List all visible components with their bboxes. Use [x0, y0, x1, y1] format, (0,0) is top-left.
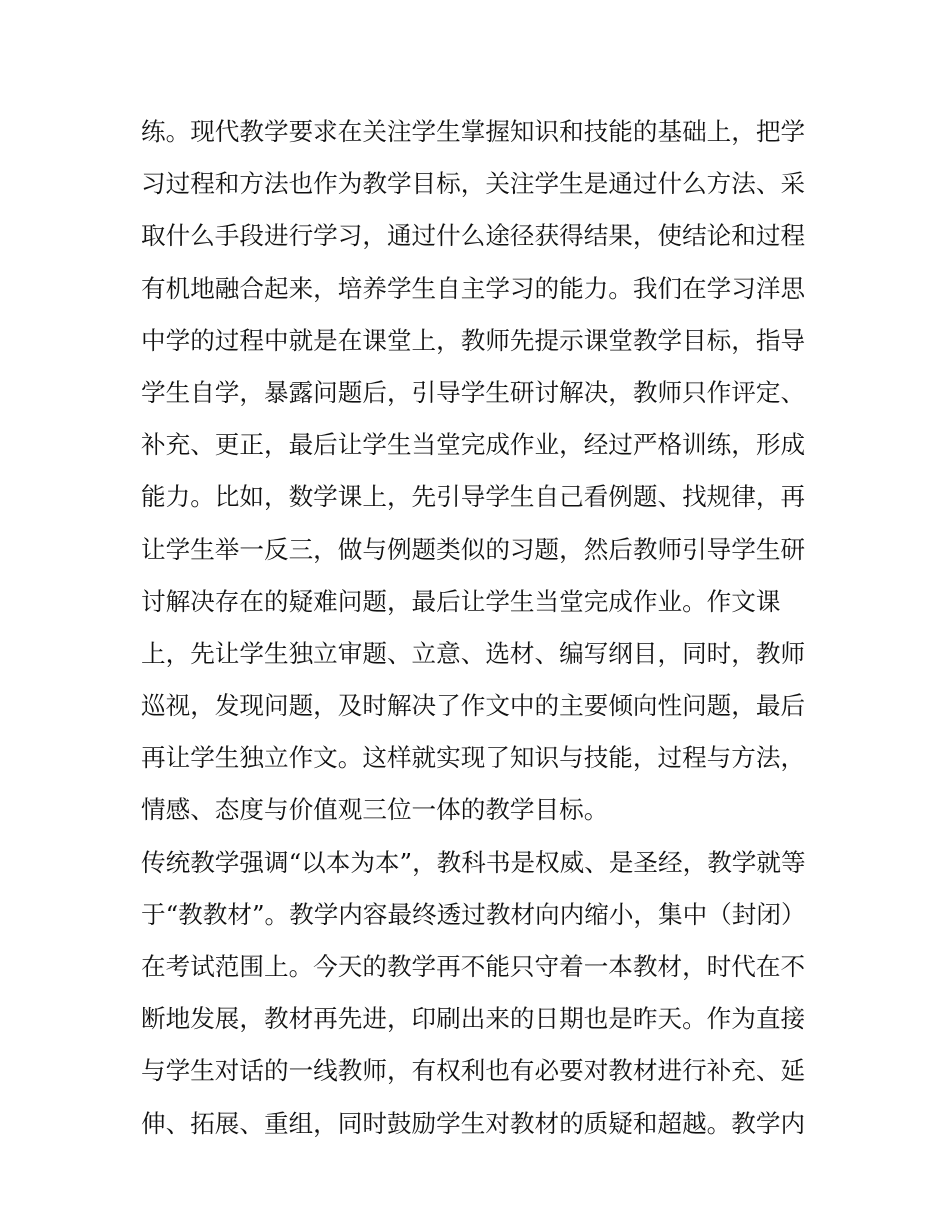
text-line: 于“教教材”。教学内容最终透过教材向内缩小，集中（封闭）: [141, 899, 806, 929]
text-line: 练。现代教学要求在关注学生掌握知识和技能的基础上，把学: [141, 117, 806, 146]
text-line: 在考试范围上。今天的教学再不能只守着一本教材，时代在不: [141, 952, 806, 981]
body-text: [141, 106, 821, 1150]
text-line: 断地发展，教材再先进，印刷出来的日期也是昨天。作为直接: [141, 1004, 806, 1034]
text-line: 巡视，发现问题，及时解决了作文中的主要倾向性问题，最后: [141, 691, 806, 721]
text-line: 学生自学，暴露问题后，引导学生研讨解决，教师只作评定、: [141, 377, 806, 407]
text-line: 与学生对话的一线教师，有权利也有必要对教材进行补充、延: [141, 1056, 806, 1086]
text-line: 能力。比如，数学课上，先引导学生自己看例题、找规律，再: [141, 482, 806, 512]
text-line: 传统教学强调“以本为本”，教科书是权威、是圣经，教学就等: [141, 847, 806, 877]
text-line: 中学的过程中就是在课堂上，教师先提示课堂教学目标，指导: [141, 325, 806, 355]
text-line: 伸、拓展、重组，同时鼓励学生对教材的质疑和超越。教学内: [141, 1108, 806, 1138]
text-line: 取什么手段进行学习，通过什么途径获得结果，使结论和过程: [141, 221, 806, 251]
text-line: 情感、态度与价值观三位一体的教学目标。: [141, 795, 609, 825]
text-line: 让学生举一反三，做与例题类似的习题，然后教师引导学生研: [141, 534, 806, 564]
text-line: 补充、更正，最后让学生当堂完成作业，经过严格训练，形成: [141, 430, 806, 460]
text-line: 上，先让学生独立审题、立意、选材、编写纲目，同时，教师: [141, 638, 806, 668]
text-line: 有机地融合起来，培养学生自主学习的能力。我们在学习洋思: [141, 273, 806, 303]
text-line: 习过程和方法也作为教学目标，关注学生是通过什么方法、采: [141, 169, 806, 199]
text-line: 讨解决存在的疑难问题，最后让学生当堂完成作业。作文课: [141, 586, 781, 616]
text-line: 再让学生独立作文。这样就实现了知识与技能，过程与方法，: [141, 743, 806, 773]
